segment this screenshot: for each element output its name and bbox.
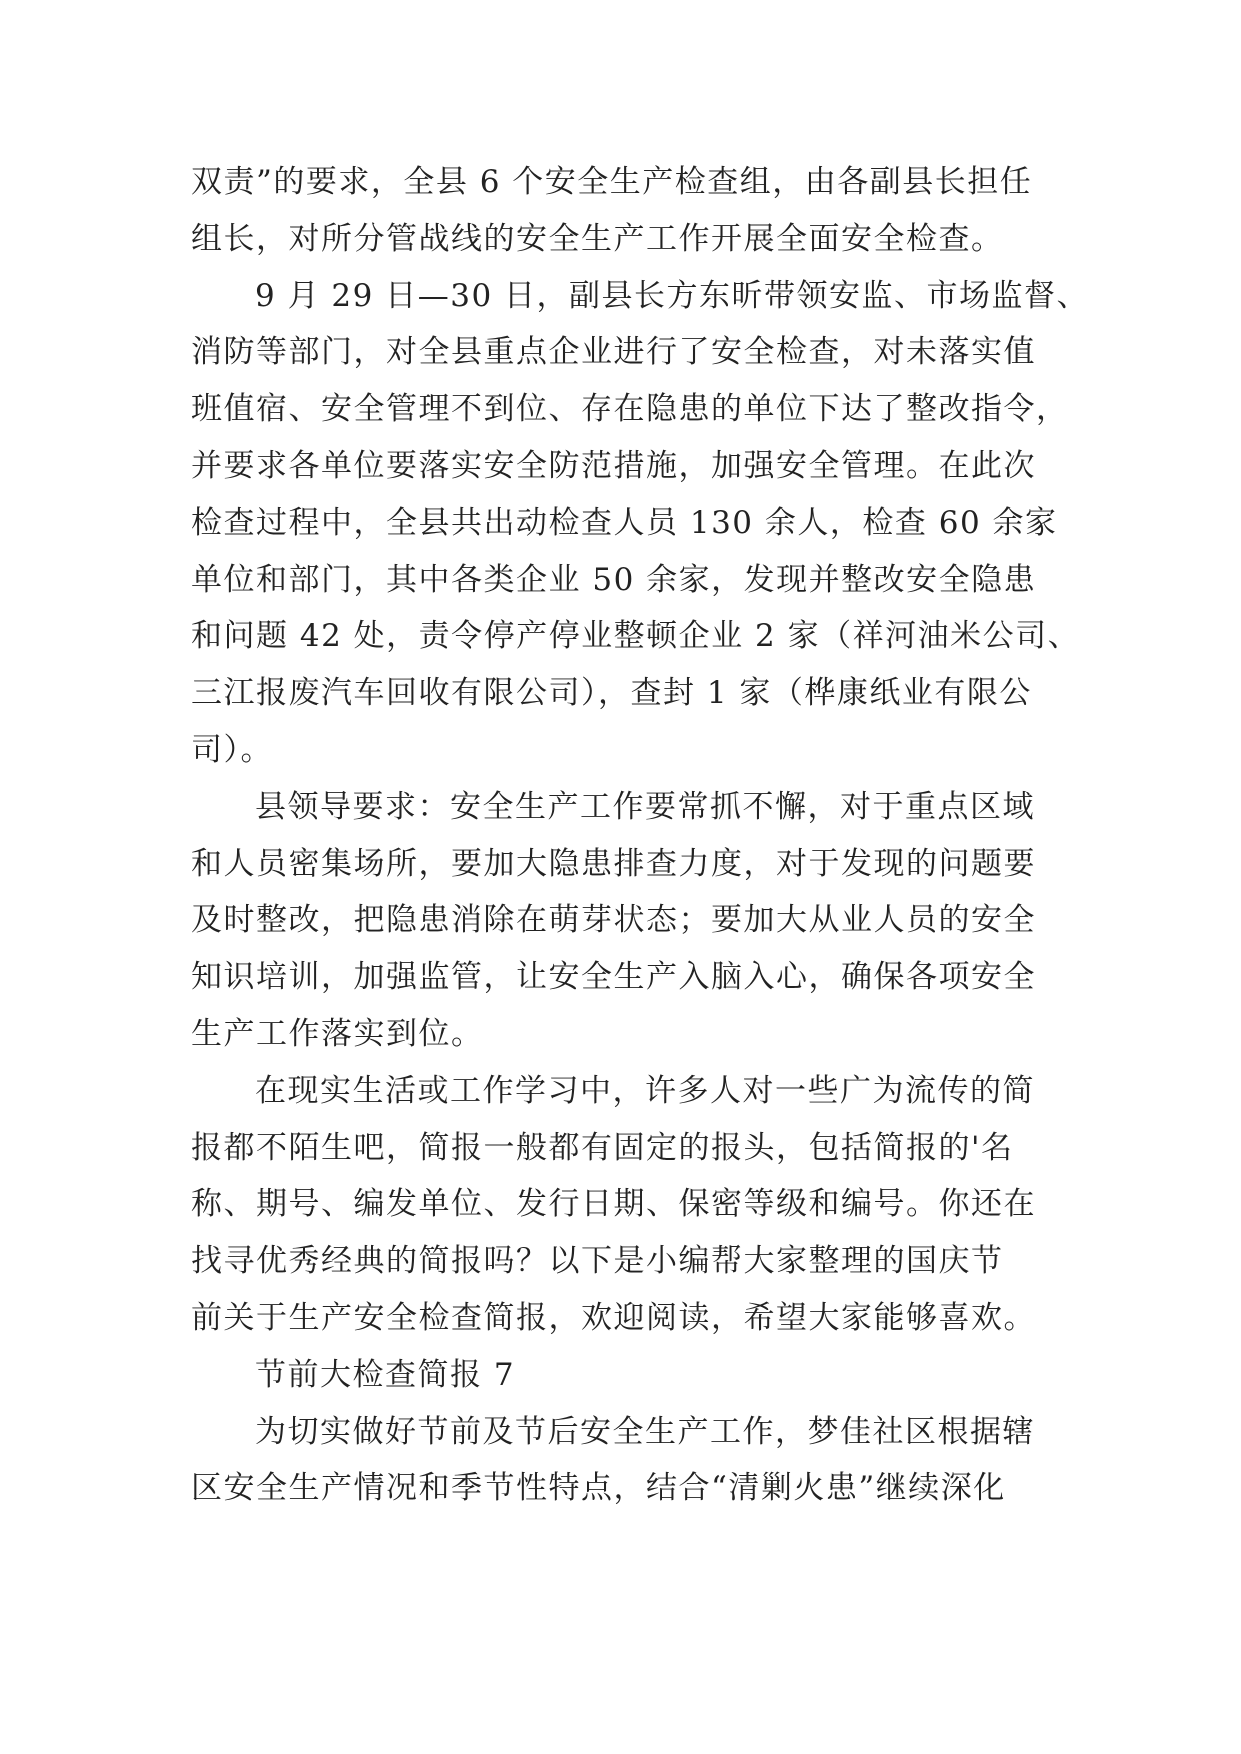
text-line: 生产工作落实到位。	[191, 1015, 484, 1052]
paragraph-start-line: 9 月 29 日—30 日，副县长方东昕带领安监、市场监督、	[255, 277, 1090, 314]
text-line: 双责”的要求，全县 6 个安全生产检查组，由各副县长担任	[191, 164, 1033, 200]
text-line: 司）。	[191, 731, 273, 768]
text-line: 和问题 42 处，责令停产停业整顿企业 2 家（祥河油米公司、	[191, 618, 1081, 655]
text-line: 找寻优秀经典的简报吗？以下是小编帮大家整理的国庆节	[191, 1243, 1004, 1280]
text-line: 称、期号、编发单位、发行日期、保密等级和编号。你还在	[191, 1186, 1036, 1223]
text-line: 检查过程中，全县共出动检查人员 130 余人，检查 60 余家	[191, 504, 1058, 541]
paragraph-start-line: 县领导要求：安全生产工作要常抓不懈，对于重点区域	[255, 788, 1035, 825]
text-line: 前关于生产安全检查简报，欢迎阅读，希望大家能够喜欢。	[191, 1299, 1036, 1336]
paragraph-start-line: 在现实生活或工作学习中，许多人对一些广为流传的简	[255, 1072, 1035, 1109]
document-body	[191, 154, 1090, 1517]
text-line: 组长，对所分管战线的安全生产工作开展全面安全检查。	[191, 220, 1004, 257]
section-heading: 节前大检查简报 7	[255, 1356, 516, 1393]
text-line: 和人员密集场所，要加大隐患排查力度，对于发现的问题要	[191, 845, 1036, 882]
text-line: 及时整改，把隐患消除在萌芽状态；要加大从业人员的安全	[191, 902, 1036, 939]
paragraph-start-line: 为切实做好节前及节后安全生产工作，梦佳社区根据辖	[255, 1413, 1035, 1450]
text-line: 消防等部门，对全县重点企业进行了安全检查，对未落实值	[191, 334, 1036, 371]
text-line: 班值宿、安全管理不到位、存在隐患的单位下达了整改指令，	[191, 391, 1069, 428]
text-line: 报都不陌生吧，简报一般都有固定的报头，包括简报的'名	[191, 1129, 1014, 1166]
text-line: 并要求各单位要落实安全防范措施，加强安全管理。在此次	[191, 447, 1036, 484]
text-line: 区安全生产情况和季节性特点，结合“清剿火患”继续深化	[191, 1470, 1006, 1507]
text-line: 三江报废汽车回收有限公司），查封 1 家（桦康纸业有限公	[191, 675, 1032, 712]
text-line: 单位和部门，其中各类企业 50 余家，发现并整改安全隐患	[191, 561, 1037, 598]
text-line: 知识培训，加强监管，让安全生产入脑入心，确保各项安全	[191, 959, 1036, 996]
